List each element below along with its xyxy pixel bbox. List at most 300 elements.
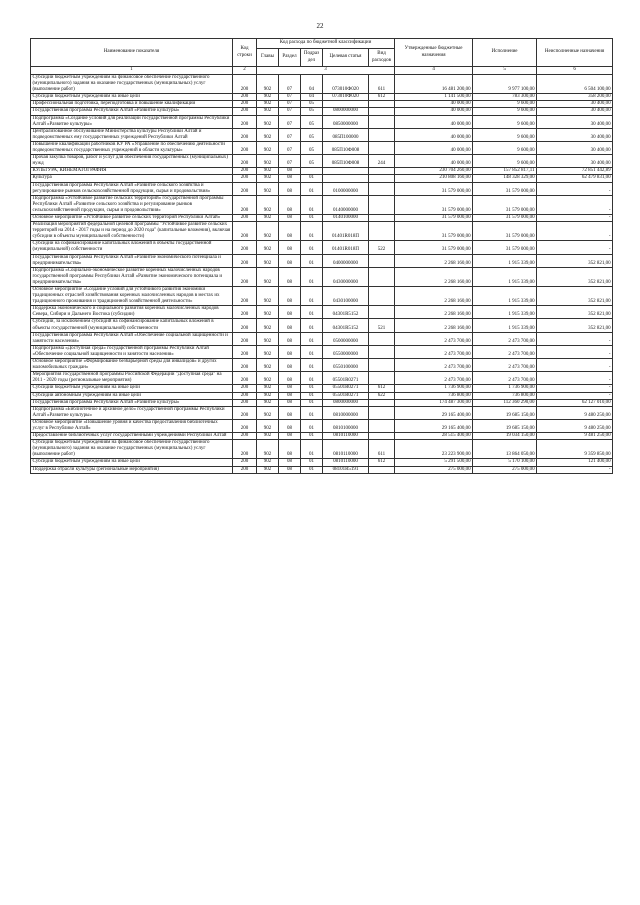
row-name: Подпрограмма «Устойчивое развитие сельских территорий» государственной программы Республики Алтай «Развитие сельского хозяйства и регулирование рынков сельскохозяйственной продукции, сырья и продовольствия» <box>31 195 233 214</box>
row-executed: 13 864 050,00 <box>473 440 537 459</box>
row-unexecuted: - <box>537 241 613 254</box>
header-razdel: Раздел <box>279 49 301 67</box>
row-approved: 210 808 160,00 <box>395 175 473 182</box>
row-expense-type <box>369 466 395 473</box>
row-unexecuted: - <box>537 182 613 195</box>
row-approved: 2 268 160,00 <box>395 319 473 332</box>
row-expense-type: 521 <box>369 319 395 332</box>
table-row <box>31 359 613 372</box>
row-target: 0810110000 <box>323 440 369 459</box>
row-expense-type: 611 <box>369 75 395 94</box>
header-target: Целевая статья <box>323 49 369 67</box>
row-unexecuted: 72 851 442,89 <box>537 168 613 175</box>
row-glava: 902 <box>257 399 279 406</box>
table-row <box>31 332 613 345</box>
row-name: Поддержка экономического и социального развития коренных малочисленных народов Севера, Сибири и Дальнего Востока (субсидии) <box>31 306 233 319</box>
row-name: Государственная программа Республики Алтай «Развитие экономического потенциала и предпринимательства» <box>31 254 233 267</box>
row-razdel: 08 <box>279 241 301 254</box>
row-name: Поддержка отрасли культуры (региональные мероприятия) <box>31 466 233 473</box>
row-name: Субсидии бюджетным учреждениям на иные цели <box>31 94 233 101</box>
row-expense-type <box>369 372 395 385</box>
row-code: 200 <box>233 241 257 254</box>
row-expense-type: 612 <box>369 94 395 101</box>
header-executed: Исполнение <box>473 39 537 67</box>
row-unexecuted: - <box>537 195 613 214</box>
row-razdel: 08 <box>279 406 301 419</box>
row-approved: 1 736 900,00 <box>395 385 473 392</box>
row-glava: 902 <box>257 195 279 214</box>
row-code: 200 <box>233 267 257 286</box>
row-glava: 902 <box>257 267 279 286</box>
row-executed: 19 685 150,00 <box>473 406 537 419</box>
row-approved: 2 473 700,00 <box>395 359 473 372</box>
table-row <box>31 406 613 419</box>
row-unexecuted: 6 504 100,00 <box>537 75 613 94</box>
row-executed: 112 360 290,00 <box>473 399 537 406</box>
index-cell: 5 <box>473 67 537 75</box>
row-approved: 230 704 260,00 <box>395 168 473 175</box>
row-podrazdel: 01 <box>301 459 323 466</box>
page-number: 22 <box>316 22 324 30</box>
row-podrazdel: 01 <box>301 385 323 392</box>
row-code: 200 <box>233 392 257 399</box>
row-podrazdel: 05 <box>301 141 323 154</box>
row-expense-type <box>369 222 395 241</box>
table-row <box>31 155 613 168</box>
row-razdel: 08 <box>279 345 301 358</box>
row-name: Мероприятия государственной программы Российской Федерации "Доступная среда" на 2011 - 2020 годы (региональные мероприятия) <box>31 372 233 385</box>
row-name: Реализация мероприятий федеральной целевой программы "Устойчивое развитие сельских территорий на 2014 - 2017 годы и на период до 2020 года" (капитальные вложения), включая субсидии в объекты муниципальной собственности) <box>31 222 233 241</box>
row-expense-type <box>369 332 395 345</box>
row-razdel: 08 <box>279 254 301 267</box>
row-name: Субсидии бюджетным учреждениям на финансовое обеспечение государственного (муниципального) задания на оказание государственных (муниципальных) услуг (выполнение работ) <box>31 75 233 94</box>
row-razdel: 07 <box>279 141 301 154</box>
table-row <box>31 345 613 358</box>
row-target: 073010Ф020 <box>323 75 369 94</box>
row-target: 0850000000 <box>323 115 369 128</box>
row-code: 200 <box>233 214 257 221</box>
row-expense-type <box>369 168 395 175</box>
row-target: 04301R5152 <box>323 319 369 332</box>
row-executed: 9 600,00 <box>473 128 537 141</box>
row-name: Повышение квалификации работников КУ РА «Управление по обеспечению деятельности подведомственных государственных учреждений в области культуры» <box>31 141 233 154</box>
row-code: 200 <box>233 459 257 466</box>
row-unexecuted: 30 400,00 <box>537 101 613 108</box>
row-podrazdel: 01 <box>301 345 323 358</box>
table-row <box>31 94 613 101</box>
row-unexecuted: 352 821,00 <box>537 306 613 319</box>
row-glava: 902 <box>257 319 279 332</box>
row-glava: 902 <box>257 372 279 385</box>
row-executed: 9 600,00 <box>473 108 537 115</box>
table-row <box>31 141 613 154</box>
row-podrazdel: 01 <box>301 399 323 406</box>
row-name: Основное мероприятие «Создание условий для устойчивого развития экономики традиционных отраслей хозяйствования коренных малочисленных народов в местах их традиционного проживания и традиционной хозяйственной деятельности» <box>31 287 233 306</box>
row-podrazdel: 05 <box>301 155 323 168</box>
row-name: Централизованное обслуживание Министерства культуры Республики Алтай и подведомственных ему государственных учреждений Республики Алтай <box>31 128 233 141</box>
table-row <box>31 108 613 115</box>
row-code: 200 <box>233 466 257 473</box>
table-row <box>31 175 613 182</box>
row-unexecuted: 9 359 850,00 <box>537 440 613 459</box>
row-target: 0550000000 <box>323 345 369 358</box>
row-razdel: 07 <box>279 101 301 108</box>
row-glava: 902 <box>257 440 279 459</box>
row-executed: 31 579 000,00 <box>473 241 537 254</box>
row-code: 200 <box>233 168 257 175</box>
row-name: Субсидии бюджетным учреждениям на иные цели <box>31 385 233 392</box>
row-unexecuted: - <box>537 332 613 345</box>
row-podrazdel: 01 <box>301 195 323 214</box>
row-razdel: 08 <box>279 168 301 175</box>
table-row <box>31 254 613 267</box>
row-podrazdel: 01 <box>301 372 323 385</box>
row-name: Основное мероприятие «Устойчивое развитие сельских территорий Республики Алтай» <box>31 214 233 221</box>
row-target: 0550100000 <box>323 359 369 372</box>
table-row <box>31 115 613 128</box>
table-row <box>31 267 613 286</box>
row-approved: 2 268 160,00 <box>395 306 473 319</box>
row-glava: 902 <box>257 94 279 101</box>
row-podrazdel: 01 <box>301 466 323 473</box>
row-glava: 902 <box>257 306 279 319</box>
row-razdel: 08 <box>279 466 301 473</box>
row-name: Государственная программа Республики Алтай «Развитие сельского хозяйства и регулирование рынков сельскохозяйственной продукции, сырья и продовольствия» <box>31 182 233 195</box>
row-target <box>323 175 369 182</box>
row-expense-type <box>369 101 395 108</box>
row-razdel: 07 <box>279 108 301 115</box>
row-razdel: 07 <box>279 94 301 101</box>
row-target: 0140000000 <box>323 195 369 214</box>
row-code: 200 <box>233 195 257 214</box>
row-podrazdel: 05 <box>301 115 323 128</box>
row-approved: 40 000,00 <box>395 128 473 141</box>
row-unexecuted: 30 400,00 <box>537 141 613 154</box>
row-podrazdel: 01 <box>301 406 323 419</box>
row-glava: 902 <box>257 345 279 358</box>
row-code: 200 <box>233 108 257 115</box>
row-target: 01401R018П <box>323 222 369 241</box>
row-approved: 16 481 200,00 <box>395 75 473 94</box>
table-row <box>31 182 613 195</box>
row-razdel: 08 <box>279 385 301 392</box>
header-podrazdel: Подраз дел <box>301 49 323 67</box>
row-razdel: 08 <box>279 222 301 241</box>
row-approved: 40 000,00 <box>395 115 473 128</box>
row-code: 200 <box>233 128 257 141</box>
row-razdel: 08 <box>279 392 301 399</box>
row-approved: 40 000,00 <box>395 108 473 115</box>
header-name: Наименование показателя <box>31 39 233 67</box>
row-approved: 174 487 300,00 <box>395 399 473 406</box>
row-code: 200 <box>233 419 257 432</box>
table-row <box>31 419 613 432</box>
row-target: 01401R018П <box>323 241 369 254</box>
row-expense-type: 244 <box>369 155 395 168</box>
row-approved: 31 579 000,00 <box>395 182 473 195</box>
row-expense-type <box>369 433 395 440</box>
row-glava: 902 <box>257 75 279 94</box>
table-row <box>31 440 613 459</box>
row-code: 200 <box>233 345 257 358</box>
row-razdel: 07 <box>279 115 301 128</box>
row-approved: 31 579 000,00 <box>395 241 473 254</box>
row-expense-type <box>369 254 395 267</box>
row-razdel: 07 <box>279 128 301 141</box>
row-podrazdel: 01 <box>301 182 323 195</box>
row-target: 085П10Ф008 <box>323 155 369 168</box>
row-executed: 275 000,00 <box>473 466 537 473</box>
table-row <box>31 372 613 385</box>
row-glava: 902 <box>257 332 279 345</box>
row-razdel: 08 <box>279 319 301 332</box>
row-glava: 902 <box>257 115 279 128</box>
row-podrazdel: 05 <box>301 108 323 115</box>
row-target: 05501R0271 <box>323 372 369 385</box>
row-target: 0800000000 <box>323 399 369 406</box>
row-target: 0810110000 <box>323 459 369 466</box>
row-target: 073010Ф020 <box>323 94 369 101</box>
row-expense-type <box>369 214 395 221</box>
row-podrazdel: 01 <box>301 254 323 267</box>
row-target: 0800000000 <box>323 108 369 115</box>
row-name: Государственная программа Республики Алтай «Развитие культуры» <box>31 108 233 115</box>
row-podrazdel: 01 <box>301 433 323 440</box>
row-approved: 2 473 700,00 <box>395 372 473 385</box>
row-target: 0500000000 <box>323 332 369 345</box>
row-razdel: 08 <box>279 372 301 385</box>
row-glava: 902 <box>257 241 279 254</box>
table-row <box>31 101 613 108</box>
row-expense-type <box>369 267 395 286</box>
row-target: 0810100000 <box>323 419 369 432</box>
table-row <box>31 466 613 473</box>
row-razdel: 08 <box>279 359 301 372</box>
row-glava: 902 <box>257 155 279 168</box>
row-approved: 1 141 500,00 <box>395 94 473 101</box>
row-unexecuted: - <box>537 222 613 241</box>
row-glava: 902 <box>257 406 279 419</box>
row-name: Профессиональная подготовка, переподготовка и повышение квалификации <box>31 101 233 108</box>
row-razdel: 08 <box>279 175 301 182</box>
row-razdel: 08 <box>279 399 301 406</box>
row-target: 085П100000 <box>323 128 369 141</box>
table-row <box>31 75 613 94</box>
row-razdel: 08 <box>279 440 301 459</box>
row-code: 200 <box>233 287 257 306</box>
row-unexecuted: - <box>537 392 613 399</box>
row-approved: 28 515 400,00 <box>395 433 473 440</box>
row-code: 200 <box>233 94 257 101</box>
row-expense-type: 522 <box>369 241 395 254</box>
row-code: 200 <box>233 359 257 372</box>
row-unexecuted: - <box>537 385 613 392</box>
row-name: Государственная программа Республики Алтай «Развитие культуры» <box>31 399 233 406</box>
row-podrazdel: 01 <box>301 214 323 221</box>
row-expense-type <box>369 345 395 358</box>
row-glava: 902 <box>257 392 279 399</box>
row-razdel: 08 <box>279 459 301 466</box>
row-approved: 2 268 160,00 <box>395 267 473 286</box>
row-glava: 902 <box>257 182 279 195</box>
row-executed: 31 579 000,00 <box>473 182 537 195</box>
row-executed: 31 579 000,00 <box>473 214 537 221</box>
row-executed: 2 473 700,00 <box>473 345 537 358</box>
row-podrazdel: 04 <box>301 94 323 101</box>
table-row <box>31 168 613 175</box>
row-code: 200 <box>233 155 257 168</box>
row-razdel: 08 <box>279 182 301 195</box>
row-approved: 40 000,00 <box>395 101 473 108</box>
row-name: Основное мероприятие «Повышение уровня и качества предоставления библиотечных услуг в Республике Алтай» <box>31 419 233 432</box>
row-podrazdel: 01 <box>301 392 323 399</box>
table-row <box>31 319 613 332</box>
row-glava: 902 <box>257 287 279 306</box>
row-glava: 902 <box>257 359 279 372</box>
row-target: 0140100000 <box>323 214 369 221</box>
row-executed: 1 915 339,00 <box>473 306 537 319</box>
header-approved: Утвержденные бюджетные назначения <box>395 39 473 67</box>
row-code: 200 <box>233 254 257 267</box>
row-code: 200 <box>233 319 257 332</box>
row-executed: 9 600,00 <box>473 141 537 154</box>
row-name: Прочая закупка товаров, работ и услуг для обеспечения государственных (муниципальных) нужд <box>31 155 233 168</box>
row-expense-type <box>369 128 395 141</box>
row-razdel: 08 <box>279 287 301 306</box>
row-target: 05501R0271 <box>323 385 369 392</box>
row-glava: 902 <box>257 214 279 221</box>
row-glava: 902 <box>257 222 279 241</box>
row-unexecuted: - <box>537 359 613 372</box>
row-glava: 902 <box>257 466 279 473</box>
row-target: 0400000000 <box>323 254 369 267</box>
row-code: 200 <box>233 399 257 406</box>
row-name: Подпрограмма «Библиотечное и архивное дело» государственной программы Республики Алтай «Развитие культуры» <box>31 406 233 419</box>
row-code: 200 <box>233 182 257 195</box>
row-executed: 148 328 329,00 <box>473 175 537 182</box>
header-glava: Главы <box>257 49 279 67</box>
row-approved: 23 223 900,00 <box>395 440 473 459</box>
row-code: 200 <box>233 222 257 241</box>
row-glava: 902 <box>257 128 279 141</box>
row-code: 200 <box>233 433 257 440</box>
row-razdel: 08 <box>279 195 301 214</box>
table-row <box>31 287 613 306</box>
row-approved: 5 291 500,00 <box>395 459 473 466</box>
row-unexecuted: 30 400,00 <box>537 155 613 168</box>
row-executed: 9 977 100,00 <box>473 75 537 94</box>
row-unexecuted: 358 200,00 <box>537 94 613 101</box>
row-expense-type <box>369 306 395 319</box>
row-code: 200 <box>233 175 257 182</box>
index-cell: 1 <box>31 67 233 75</box>
row-name: Подпрограмма «Социально-экономическое развитие коренных малочисленных народов государственной программы Республики Алтай «Развитие экономического потенциала и предпринимательства» <box>31 267 233 286</box>
row-code: 200 <box>233 372 257 385</box>
row-podrazdel: 01 <box>301 440 323 459</box>
row-podrazdel: 01 <box>301 175 323 182</box>
row-code: 200 <box>233 406 257 419</box>
row-glava: 902 <box>257 254 279 267</box>
row-target: 0430000000 <box>323 267 369 286</box>
row-glava: 902 <box>257 168 279 175</box>
table-row <box>31 433 613 440</box>
row-approved: 2 473 700,00 <box>395 332 473 345</box>
row-code: 200 <box>233 101 257 108</box>
row-executed: 31 579 000,00 <box>473 195 537 214</box>
row-razdel: 07 <box>279 75 301 94</box>
row-unexecuted: - <box>537 466 613 473</box>
row-unexecuted: 9 480 250,00 <box>537 419 613 432</box>
row-name: Государственная программа Республики Алтай «Обеспечение социальной защищенности и занятости населения» <box>31 332 233 345</box>
row-expense-type <box>369 419 395 432</box>
row-name: Предоставление библиотечных услуг государственными учреждениями Республики Алтай <box>31 433 233 440</box>
row-expense-type <box>369 406 395 419</box>
row-expense-type <box>369 182 395 195</box>
row-approved: 40 000,00 <box>395 141 473 154</box>
budget-execution-table <box>30 38 613 474</box>
column-index-row <box>31 67 613 75</box>
row-target: 0100000000 <box>323 182 369 195</box>
index-cell: 6 <box>537 67 613 75</box>
row-target: 0810110000 <box>323 433 369 440</box>
row-razdel: 07 <box>279 155 301 168</box>
header-classification-group: Код расхода по бюджетной классификации <box>257 39 395 49</box>
row-executed: 19 685 150,00 <box>473 419 537 432</box>
table-row <box>31 195 613 214</box>
row-target <box>323 101 369 108</box>
row-expense-type <box>369 359 395 372</box>
row-unexecuted: 352 821,00 <box>537 319 613 332</box>
row-expense-type <box>369 115 395 128</box>
row-code: 200 <box>233 332 257 345</box>
row-glava: 902 <box>257 459 279 466</box>
table-row <box>31 214 613 221</box>
row-approved: 275 000,00 <box>395 466 473 473</box>
row-razdel: 08 <box>279 433 301 440</box>
row-executed: 1 915 339,00 <box>473 287 537 306</box>
row-podrazdel <box>301 168 323 175</box>
row-unexecuted: 30 400,00 <box>537 108 613 115</box>
row-unexecuted: - <box>537 345 613 358</box>
row-unexecuted: - <box>537 214 613 221</box>
row-expense-type <box>369 175 395 182</box>
row-podrazdel: 05 <box>301 101 323 108</box>
row-executed: 2 473 700,00 <box>473 372 537 385</box>
row-target: 0810000000 <box>323 406 369 419</box>
row-expense-type: 622 <box>369 392 395 399</box>
row-name: Основное мероприятие «Формирование безбарьерной среды для инвалидов» и других маломобильных граждан» <box>31 359 233 372</box>
row-podrazdel: 01 <box>301 222 323 241</box>
row-podrazdel: 04 <box>301 75 323 94</box>
row-executed: 1 915 339,00 <box>473 267 537 286</box>
row-target: 085П10Ф008 <box>323 141 369 154</box>
row-executed: 9 600,00 <box>473 155 537 168</box>
row-glava: 902 <box>257 175 279 182</box>
index-cell: 4 <box>395 67 473 75</box>
row-expense-type <box>369 141 395 154</box>
row-approved: 29 165 400,00 <box>395 419 473 432</box>
row-glava: 902 <box>257 108 279 115</box>
row-code: 200 <box>233 440 257 459</box>
row-executed: 5 170 100,00 <box>473 459 537 466</box>
row-unexecuted: 352 821,00 <box>537 267 613 286</box>
row-unexecuted: - <box>537 372 613 385</box>
row-glava: 902 <box>257 385 279 392</box>
row-executed: 19 034 150,00 <box>473 433 537 440</box>
index-cell: 3 <box>257 67 395 75</box>
row-code: 200 <box>233 75 257 94</box>
row-approved: 29 165 400,00 <box>395 406 473 419</box>
